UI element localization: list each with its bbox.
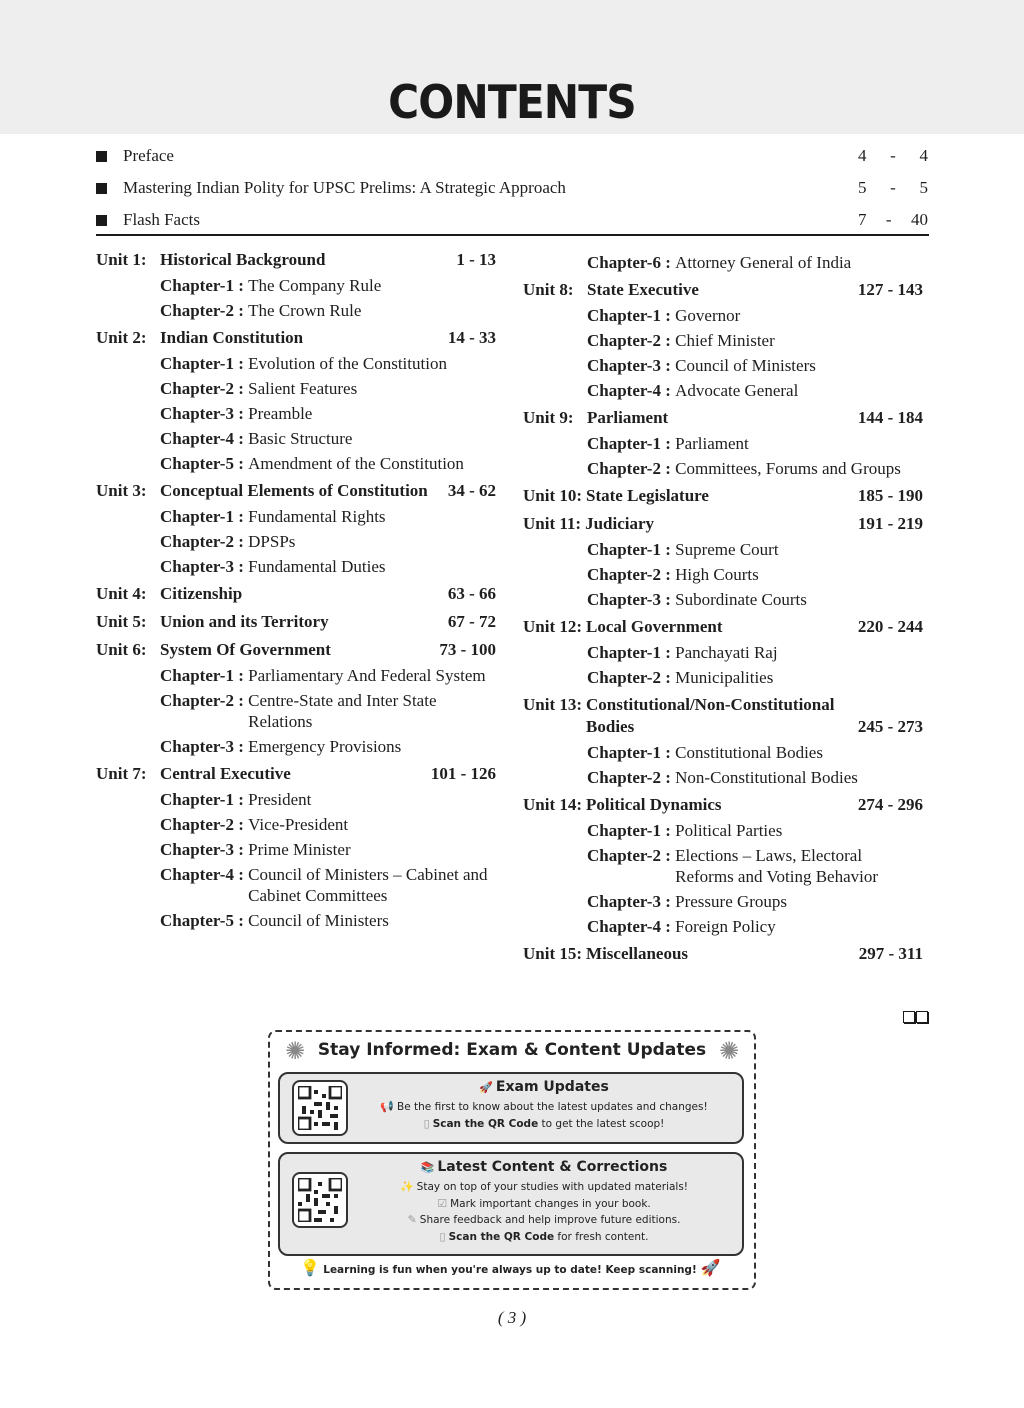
- unit-pages: 73 - 100: [439, 640, 496, 659]
- unit-title: Citizenship: [160, 584, 243, 603]
- toc-column-right: [523, 248, 923, 970]
- chapter-label: Chapter-4 :: [587, 917, 676, 936]
- unit-title: Historical Background: [160, 250, 326, 269]
- toc-unit: [96, 326, 496, 474]
- chapter-item[interactable]: [160, 814, 496, 835]
- square-bullet-icon: [96, 215, 107, 226]
- chapter-item[interactable]: [160, 556, 496, 577]
- chapter-item[interactable]: [160, 665, 496, 686]
- party-popper-icon: ✺: [284, 1037, 306, 1065]
- chapter-item[interactable]: [587, 355, 923, 376]
- chapter-item[interactable]: [160, 275, 496, 296]
- books-icon: 📚: [420, 1161, 435, 1174]
- chapter-label: Chapter-1 :: [160, 790, 249, 809]
- unit-heading[interactable]: [96, 762, 496, 785]
- page-end: 40: [910, 210, 928, 229]
- memo-icon: ▯: [439, 1229, 446, 1243]
- front-matter-label: Preface: [123, 146, 174, 165]
- unit-number: Unit 2:: [96, 328, 147, 347]
- chapter-title: DPSPs: [248, 532, 296, 551]
- chapter-item[interactable]: [587, 642, 923, 663]
- chapter-item[interactable]: [587, 767, 923, 788]
- chapter-title: Council of Ministers: [675, 356, 816, 375]
- unit-number: Unit 13:: [523, 695, 583, 714]
- unit-pages: 144 - 184: [857, 408, 923, 427]
- toc-unit: [523, 278, 923, 401]
- chapter-item[interactable]: [160, 506, 496, 527]
- front-matter-pages: [858, 146, 928, 166]
- content-line: [350, 1179, 738, 1196]
- unit-heading[interactable]: [523, 693, 923, 738]
- unit-heading[interactable]: [523, 615, 923, 638]
- chapter-label: Chapter-2 :: [160, 815, 249, 834]
- scan-bold-text: Scan the QR Code: [432, 1117, 539, 1130]
- line-text: Share feedback and help improve future editions.: [419, 1214, 681, 1226]
- front-matter-item[interactable]: [96, 140, 928, 172]
- sparkles-icon: ✨: [399, 1180, 414, 1193]
- content-scan-line: [350, 1229, 738, 1246]
- chapter-title: Governor: [675, 306, 741, 325]
- page-start: 4: [858, 146, 867, 165]
- chapter-label: Chapter-5 :: [160, 911, 249, 930]
- unit-pages: 191 - 219: [857, 514, 923, 533]
- chapter-label: Chapter-4 :: [587, 381, 676, 400]
- unit-heading[interactable]: [523, 942, 923, 965]
- unit-title: Union and its Territory: [160, 612, 329, 631]
- chapter-title: Constitutional Bodies: [675, 743, 823, 762]
- chapter-label: Chapter-2 :: [587, 668, 676, 687]
- toc-unit: [96, 762, 496, 931]
- unit-title: Indian Constitution: [160, 328, 304, 347]
- chapter-label: Chapter-3 :: [160, 840, 249, 859]
- unit-number: Unit 8:: [523, 280, 574, 299]
- chapter-item[interactable]: [160, 839, 496, 860]
- chapter-label: Chapter-1 :: [160, 666, 249, 685]
- chapter-title: The Crown Rule: [248, 301, 362, 320]
- scan-bold-text: Scan the QR Code: [448, 1230, 555, 1243]
- unit-pages: 63 - 66: [447, 584, 496, 603]
- chapter-title: Elections – Laws, Electoral Reforms and Voting Behavior: [675, 846, 879, 886]
- unit-title: Miscellaneous: [586, 944, 689, 963]
- chapter-label: Chapter-1 :: [587, 434, 676, 453]
- chapter-title: Centre-State and Inter State Relations: [248, 691, 437, 731]
- unit-pages: 297 - 311: [858, 944, 923, 963]
- chapter-label: Chapter-1 :: [587, 306, 676, 325]
- front-matter-item[interactable]: [96, 172, 928, 204]
- chapter-item[interactable]: [587, 539, 923, 560]
- chapter-label: Chapter-3 :: [160, 737, 249, 756]
- pencil-icon: ✎: [407, 1213, 417, 1226]
- unit-pages: 220 - 244: [857, 617, 923, 636]
- chapter-title: Fundamental Rights: [248, 507, 386, 526]
- toc-unit: [96, 610, 496, 633]
- chapter-label: Chapter-6 :: [587, 253, 676, 272]
- chapter-title: Political Parties: [675, 821, 783, 840]
- toc-column-left: [96, 248, 496, 936]
- chapter-title: Evolution of the Constitution: [248, 354, 447, 373]
- chapter-title: Parliamentary And Federal System: [248, 666, 486, 685]
- chapter-title: Salient Features: [248, 379, 358, 398]
- chapter-title: Pressure Groups: [675, 892, 788, 911]
- chapter-item[interactable]: [587, 589, 923, 610]
- page-start: 7: [858, 210, 867, 229]
- chapter-item[interactable]: [587, 891, 923, 912]
- exam-scan-line: [350, 1116, 738, 1133]
- chapter-title: The Company Rule: [248, 276, 382, 295]
- chapter-item[interactable]: [587, 742, 923, 763]
- chapter-title: Panchayati Raj: [675, 643, 778, 662]
- chapter-item[interactable]: [587, 380, 923, 401]
- toc-unit: [523, 793, 923, 937]
- square-bullet-icon: [96, 183, 107, 194]
- chapter-title: Prime Minister: [248, 840, 351, 859]
- chapter-item[interactable]: [160, 453, 496, 474]
- front-matter-pages: [858, 178, 928, 198]
- unit-pages: 101 - 126: [430, 764, 496, 783]
- heading-text: Latest Content & Corrections: [437, 1159, 668, 1175]
- chapter-item[interactable]: [160, 353, 496, 374]
- page-dash: -: [890, 146, 896, 165]
- page-end: 5: [919, 178, 928, 197]
- chapter-item[interactable]: [587, 252, 923, 273]
- unit-heading[interactable]: [96, 638, 496, 661]
- unit-pages: 14 - 33: [447, 328, 496, 347]
- chapter-item[interactable]: [587, 667, 923, 688]
- chapter-label: Chapter-1 :: [587, 540, 676, 559]
- unit-pages: 185 - 190: [857, 486, 923, 505]
- unit-pages: 67 - 72: [447, 612, 496, 631]
- chapter-label: Chapter-2 :: [160, 301, 249, 320]
- unit-heading[interactable]: [523, 484, 923, 507]
- content-line: [350, 1212, 738, 1229]
- chapter-item[interactable]: [160, 910, 496, 931]
- front-matter-item[interactable]: [96, 204, 928, 236]
- unit-number: Unit 5:: [96, 612, 147, 631]
- chapter-label: Chapter-1 :: [587, 743, 676, 762]
- toc-unit: [523, 693, 923, 788]
- scan-rest-text: to get the latest scoop!: [538, 1117, 665, 1130]
- page-number: ( 3 ): [497, 1308, 527, 1327]
- toc-unit: [523, 406, 923, 479]
- front-matter-label: Flash Facts: [123, 210, 200, 229]
- chapter-item[interactable]: [160, 300, 496, 321]
- unit-heading[interactable]: [523, 793, 923, 816]
- unit-number: Unit 10:: [523, 486, 583, 505]
- unit-title: Local Government: [586, 617, 723, 636]
- unit-heading[interactable]: [96, 582, 496, 605]
- chapter-item[interactable]: [160, 378, 496, 399]
- chapter-item[interactable]: [587, 820, 923, 841]
- exam-updates-card: [278, 1072, 744, 1144]
- party-popper-icon: ✺: [718, 1037, 740, 1065]
- toc-unit: [96, 479, 496, 577]
- unit-title: State Legislature: [586, 486, 709, 505]
- chapter-item[interactable]: [160, 403, 496, 424]
- unit-number: Unit 14:: [523, 795, 583, 814]
- unit-title: Central Executive: [160, 764, 291, 783]
- unit-heading[interactable]: [96, 479, 496, 502]
- toc-unit: [523, 512, 923, 610]
- chapter-item[interactable]: [160, 428, 496, 449]
- chapter-title: Chief Minister: [675, 331, 775, 350]
- unit-pages: 245 - 273: [857, 717, 923, 736]
- chapter-title: Foreign Policy: [675, 917, 776, 936]
- chapter-title: Amendment of the Constitution: [248, 454, 464, 473]
- chapter-item[interactable]: [587, 458, 923, 479]
- chapter-title: Council of Ministers: [248, 911, 389, 930]
- chapter-item[interactable]: [160, 690, 496, 732]
- chapter-item[interactable]: [587, 564, 923, 585]
- page-title: CONTENTS: [388, 75, 636, 129]
- chapter-label: Chapter-3 :: [160, 557, 249, 576]
- chapter-title: Council of Ministers – Cabinet and Cabinet Committees: [248, 865, 488, 905]
- chapter-title: Supreme Court: [675, 540, 779, 559]
- unit-pages: 127 - 143: [857, 280, 923, 299]
- chapter-title: Vice-President: [248, 815, 349, 834]
- line-text: Stay on top of your studies with updated materials!: [416, 1181, 689, 1193]
- end-mark-icon: [902, 1010, 928, 1028]
- chapter-label: Chapter-2 :: [587, 565, 676, 584]
- page-start: 5: [858, 178, 867, 197]
- chapter-title: President: [248, 790, 312, 809]
- square-bullet-icon: [96, 151, 107, 162]
- updates-box: [268, 1030, 756, 1290]
- chapter-title: Municipalities: [675, 668, 774, 687]
- page-end: 4: [919, 146, 928, 165]
- chapter-title: Committees, Forums and Groups: [675, 459, 901, 478]
- unit-number: Unit 3:: [96, 481, 147, 500]
- toc-unit: [96, 248, 496, 321]
- unit-title: System Of Government: [160, 640, 331, 659]
- toc-unit: [96, 638, 496, 757]
- chapter-title: Attorney General of India: [675, 253, 852, 272]
- chapter-item[interactable]: [587, 305, 923, 326]
- chapter-title: Advocate General: [675, 381, 799, 400]
- unit-number: Unit 7:: [96, 764, 147, 783]
- toc-unit: [523, 484, 923, 507]
- unit-pages: 274 - 296: [857, 795, 923, 814]
- chapter-label: Chapter-3 :: [587, 590, 676, 609]
- chapter-label: Chapter-2 :: [587, 331, 676, 350]
- unit-heading[interactable]: [96, 326, 496, 349]
- chapter-label: Chapter-3 :: [587, 356, 676, 375]
- chapter-title: Non-Constitutional Bodies: [675, 768, 858, 787]
- chapter-label: Chapter-2 :: [587, 459, 676, 478]
- rocket-icon: 🚀: [700, 1258, 721, 1277]
- toc-unit: [96, 582, 496, 605]
- chapter-item[interactable]: [587, 330, 923, 351]
- chapter-title: Fundamental Duties: [248, 557, 386, 576]
- chapter-title: Subordinate Courts: [675, 590, 807, 609]
- chapter-item[interactable]: [587, 916, 923, 937]
- chapter-label: Chapter-1 :: [587, 821, 676, 840]
- unit-title: Parliament: [587, 408, 669, 427]
- chapter-label: Chapter-1 :: [587, 643, 676, 662]
- front-matter-list: [96, 140, 928, 236]
- unit-heading[interactable]: [96, 248, 496, 271]
- chapter-title: Parliament: [675, 434, 749, 453]
- rocket-icon: 🚀: [479, 1081, 493, 1094]
- chapter-label: Chapter-2 :: [160, 379, 249, 398]
- updates-title: Stay Informed: Exam & Content Updates: [317, 1040, 707, 1060]
- scan-rest-text: for fresh content.: [554, 1230, 649, 1243]
- unit-pages: 1 - 13: [456, 250, 496, 269]
- chapter-label: Chapter-4 :: [160, 865, 249, 884]
- unit-number: Unit 9:: [523, 408, 574, 427]
- page-dash: -: [890, 178, 896, 197]
- heading-text: Exam Updates: [495, 1079, 609, 1095]
- front-matter-label: Mastering Indian Polity for UPSC Prelims: A Strategic Approach: [123, 178, 566, 197]
- toc-unit: [523, 252, 923, 273]
- qr-code-icon[interactable]: [292, 1172, 348, 1228]
- unit-title: Judiciary: [585, 514, 655, 533]
- unit-title: Constitutional/Non-Constitutional Bodies: [586, 695, 835, 736]
- toc-unit: [523, 615, 923, 688]
- line-text: Be the first to know about the latest updates and changes!: [397, 1101, 708, 1113]
- unit-title: State Executive: [587, 280, 699, 299]
- chapter-label: Chapter-1 :: [160, 354, 249, 373]
- content-corrections-body: [350, 1156, 738, 1245]
- qr-code-icon[interactable]: [292, 1080, 348, 1136]
- megaphone-icon: 📢: [380, 1100, 395, 1113]
- exam-updates-body: [350, 1076, 738, 1132]
- chapter-item[interactable]: [587, 433, 923, 454]
- chapter-label: Chapter-2 :: [160, 532, 249, 551]
- chapter-label: Chapter-3 :: [587, 892, 676, 911]
- content-corrections-card: [278, 1152, 744, 1256]
- unit-heading[interactable]: [523, 512, 923, 535]
- updates-footer: [270, 1258, 754, 1277]
- unit-number: Unit 12:: [523, 617, 583, 636]
- chapter-title: High Courts: [675, 565, 759, 584]
- chapter-item[interactable]: [160, 736, 496, 757]
- chapter-label: Chapter-2 :: [587, 768, 676, 787]
- chapter-label: Chapter-1 :: [160, 507, 249, 526]
- check-box-icon: ☑: [437, 1196, 448, 1210]
- page-dash: -: [885, 210, 892, 229]
- unit-title: Conceptual Elements of Constitution: [160, 481, 428, 500]
- chapter-label: Chapter-5 :: [160, 454, 249, 473]
- chapter-label: Chapter-3 :: [160, 404, 249, 423]
- unit-heading[interactable]: [523, 406, 923, 429]
- light-bulb-icon: 💡: [300, 1258, 321, 1277]
- chapter-label: Chapter-2 :: [160, 691, 249, 710]
- chapter-item[interactable]: [587, 845, 923, 887]
- unit-heading[interactable]: [523, 278, 923, 301]
- memo-icon: ▯: [423, 1116, 430, 1130]
- chapter-label: Chapter-4 :: [160, 429, 249, 448]
- unit-number: Unit 1:: [96, 250, 147, 269]
- unit-pages: 34 - 62: [447, 481, 496, 500]
- chapter-title: Preamble: [248, 404, 313, 423]
- unit-number: Unit 4:: [96, 584, 147, 603]
- unit-number: Unit 11:: [523, 514, 582, 533]
- front-matter-pages: [858, 210, 928, 230]
- line-text: Mark important changes in your book.: [450, 1197, 651, 1210]
- chapter-item[interactable]: [160, 789, 496, 810]
- chapter-item[interactable]: [160, 864, 496, 906]
- footer-text: Learning is fun when you're always up to date! Keep scanning!: [323, 1264, 697, 1276]
- unit-number: Unit 6:: [96, 640, 147, 659]
- unit-number: Unit 15:: [523, 944, 583, 963]
- chapter-title: Emergency Provisions: [248, 737, 402, 756]
- chapter-item[interactable]: [160, 531, 496, 552]
- toc-unit: [523, 942, 923, 965]
- unit-title: Political Dynamics: [586, 795, 722, 814]
- content-line: [350, 1196, 738, 1213]
- chapter-title: Basic Structure: [248, 429, 353, 448]
- chapter-label: Chapter-1 :: [160, 276, 249, 295]
- content-corrections-heading: [350, 1156, 738, 1179]
- exam-updates-line: [350, 1099, 738, 1116]
- divider-rule: [96, 234, 929, 236]
- unit-heading[interactable]: [96, 610, 496, 633]
- exam-updates-heading: [350, 1076, 738, 1099]
- chapter-label: Chapter-2 :: [587, 846, 676, 865]
